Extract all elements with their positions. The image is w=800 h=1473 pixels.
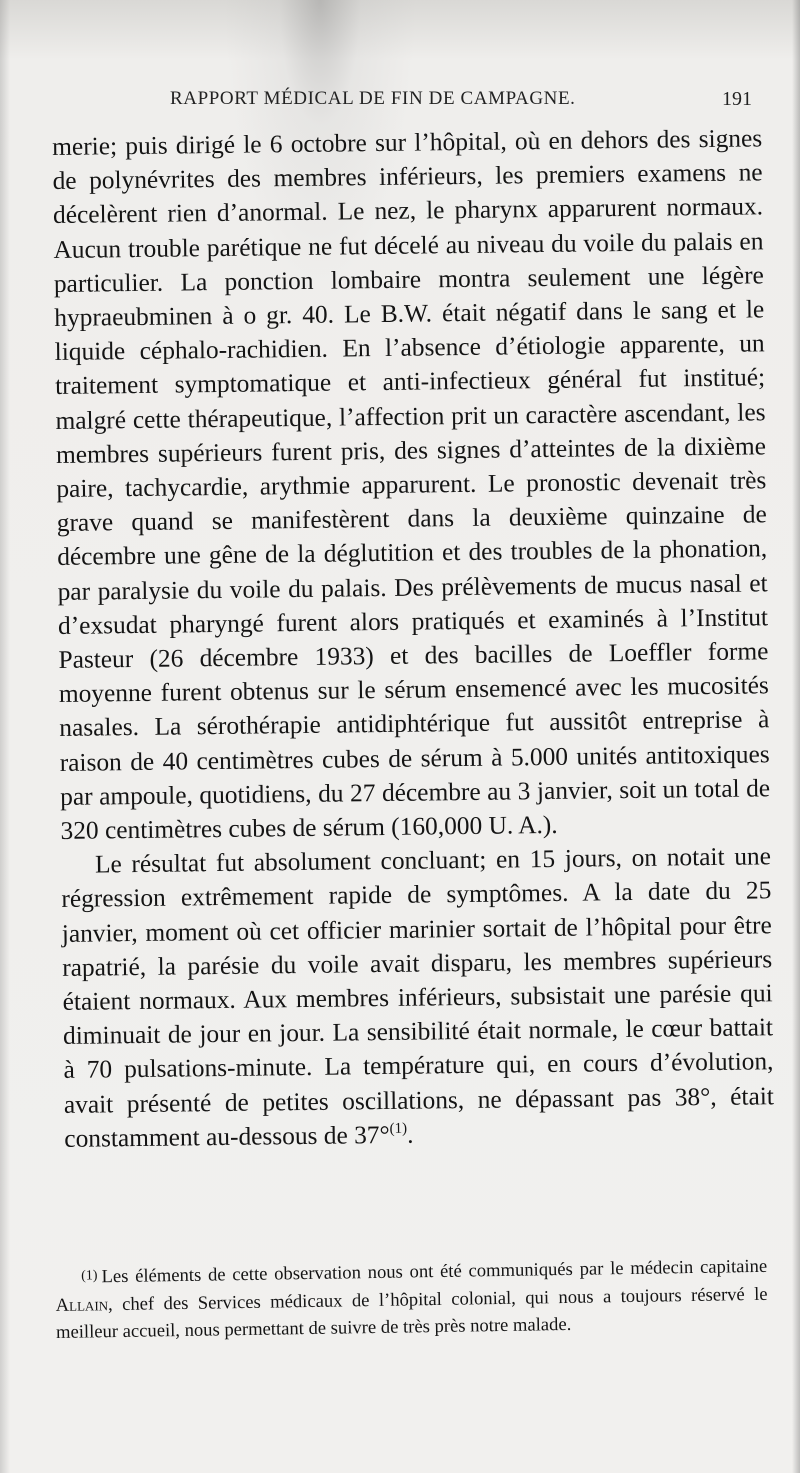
footnote: [55, 1252, 768, 1347]
footnote-label: (1): [81, 1268, 98, 1284]
paragraph-1: merie; puis dirigé le 6 octobre sur l’hôpital, où en dehors des signes de polynévrites des membres inférieurs, les premiers examens ne décelèrent rien d’anormal. Le nez, le pharynx apparurent normaux. Aucun trouble parétique ne fut décelé au niveau du voile du palais en particulier. La ponction lombaire montra seulement une légère hypraeubminen à o gr. 40. Le B.W. était négatif dans le sang et le liquide céphalo-rachidien. En l’absence d’étiologie apparente, un traitement symptomatique et anti-infectieux général fut institué; malgré cette thérapeutique, l’affection prit un caractère ascendant, les membres supérieurs furent pris, des signes d’atteintes de la dixième paire, tachycardie, arythmie apparurent. Le pronostic devenait très grave quand se manifestèrent dans la deuxième quinzaine de décembre une gêne de la déglutition et des troubles de la phonation, par paralysie du voile du palais. Des prélèvements de mucus nasal et d’exsudat pharyngé furent alors pratiqués et examinés à l’Institut Pasteur (26 décembre 1933) et des bacilles de Loeffler forme moyenne furent obtenus sur le sérum ensemencé avec les mucosités nasales. La sérothérapie antidiphtérique fut aussitôt entreprise à raison de 40 centimètres cubes de sérum à 5.000 unités antitoxiques par ampoule, quotidiens, du 27 décembre au 3 janvier, soit un total de 320 centimètres cubes de sérum (160,000 U. A.).: [52, 124, 771, 846]
footnote-person-name: Allain: [55, 1293, 109, 1316]
footnote-reference: (1): [389, 1120, 408, 1137]
page-shadow-left: [0, 0, 10, 1473]
paragraph-2-end: .: [406, 1120, 414, 1149]
page-number: 191: [722, 88, 752, 110]
page-shadow-right: [792, 0, 800, 1473]
footnote-text-after: , chef des Services médicaux de l’hôpital colonial, qui nous a toujours réservé le meilleur accueil, nous permettant de suivre de très près notre malade.: [55, 1283, 768, 1343]
footnote-text-before: Les éléments de cette observation nous ont été communiqués par le médecin capitaine: [101, 1255, 768, 1288]
page-header: [170, 88, 752, 122]
body-text: [52, 121, 774, 1156]
paragraph-2-text: Le résultat fut absolument concluant; en 15 jours, on notait une régression extrêmement rapide de symptômes. A la date du 25 janvier, moment où cet officier marinier sortait de l’hôpital pour être rapatrié, la parésie du voile avait disparu, les membres supérieurs étaient normaux. Aux membres inférieurs, subsistait une parésie qui diminuait de jour en jour. La sensibilité était normale, le cœur battait à 70 pulsations-minute. La température qui, en cours d’évolution, avait présenté de petites oscillations, ne dépassant pas 38°, était constamment au-dessous de 37°: [61, 842, 775, 1153]
paragraph-2: [61, 840, 775, 1156]
running-title: RAPPORT MÉDICAL DE FIN DE CAMPAGNE.: [170, 88, 576, 109]
